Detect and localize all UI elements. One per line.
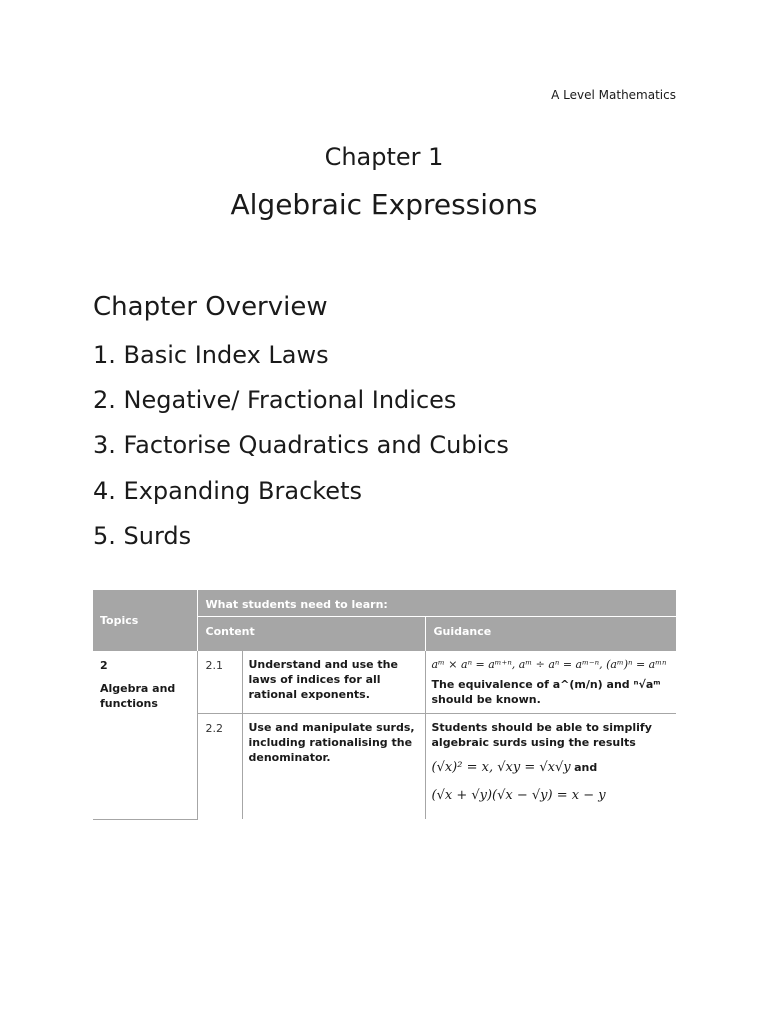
row-guidance [425, 713, 676, 819]
guidance-text: Students should be able to simplify algebraic surds using the results [431, 720, 652, 749]
formula-and: and [574, 760, 598, 774]
header-what-to-learn: What students need to learn: [197, 590, 676, 616]
course-header: A Level Mathematics [551, 88, 676, 102]
row-content: Understand and use the laws of indices for all rational exponents. [242, 651, 425, 714]
topic-name: Algebra and functions [100, 681, 176, 710]
header-guidance: Guidance [425, 616, 676, 651]
overview-heading: Chapter Overview [93, 292, 328, 322]
header-topics: Topics [93, 590, 197, 651]
table-row [93, 651, 676, 714]
index-laws-formula: aᵐ × aⁿ = aᵐ⁺ⁿ, aᵐ ÷ aⁿ = aᵐ⁻ⁿ, (aᵐ)ⁿ = aᵐⁿ [431, 657, 667, 671]
surd-formula-2: (√x + √y)(√x − √y) = x − y [431, 787, 606, 803]
header-content: Content [197, 616, 425, 651]
list-item: 5. Surds [93, 521, 192, 550]
surd-formula-1: (√x)² = x, √xy = √x√y [431, 759, 571, 775]
chapter-number: Chapter 1 [324, 143, 444, 171]
row-code: 2.2 [197, 713, 242, 819]
topic-number: 2 [100, 658, 108, 672]
list-item: 1. Basic Index Laws [93, 341, 329, 369]
specification-table [93, 590, 676, 820]
topic-cell [93, 651, 197, 820]
row-guidance [425, 651, 676, 714]
guidance-text: The equivalence of a^(m/n) and ⁿ√aᵐ should be known. [431, 677, 661, 706]
list-item: 4. Expanding Brackets [93, 476, 362, 505]
row-content: Use and manipulate surds, including rationalising the denominator. [242, 713, 425, 819]
chapter-title: Algebraic Expressions [230, 188, 538, 221]
list-item: 2. Negative/ Fractional Indices [93, 386, 457, 415]
row-code: 2.1 [197, 651, 242, 714]
overview-list [93, 340, 509, 566]
list-item: 3. Factorise Quadratics and Cubics [93, 431, 509, 460]
